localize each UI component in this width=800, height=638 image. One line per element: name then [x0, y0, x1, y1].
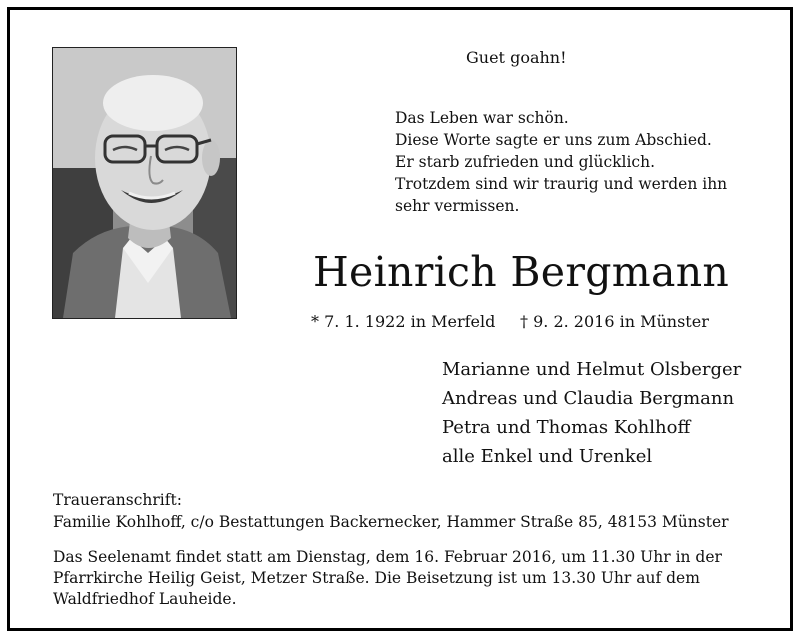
deceased-name: Heinrich Bergmann: [313, 248, 730, 296]
address-label: Traueranschrift:: [53, 491, 182, 509]
mourners-list: [442, 355, 741, 471]
mourner-line: alle Enkel und Urenkel: [442, 446, 653, 467]
poem: [395, 107, 727, 217]
motto: Guet goahn!: [466, 48, 567, 67]
notice-line: Pfarrkirche Heilig Geist, Metzer Straße. Die Beisetzung ist um 13.30 Uhr auf dem: [53, 569, 700, 587]
poem-line: Er starb zufrieden und glücklich.: [395, 153, 656, 171]
mourner-line: Petra und Thomas Kohlhoff: [442, 417, 691, 438]
notice-line: Das Seelenamt findet statt am Dienstag, dem 16. Februar 2016, um 11.30 Uhr in der: [53, 548, 722, 566]
portrait-photo: [52, 47, 237, 319]
service-notice: [53, 547, 753, 610]
birth-date: * 7. 1. 1922 in Merfeld: [311, 312, 496, 331]
mourning-address: Familie Kohlhoff, c/o Bestattungen Backernecker, Hammer Straße 85, 48153 Münster: [53, 513, 729, 531]
poem-line: sehr vermissen.: [395, 197, 520, 215]
mourner-line: Andreas und Claudia Bergmann: [442, 388, 735, 409]
notice-line: Waldfriedhof Lauheide.: [53, 590, 237, 608]
mourner-line: Marianne und Helmut Olsberger: [442, 359, 742, 380]
poem-line: Das Leben war schön.: [395, 109, 569, 127]
portrait-illustration: [53, 48, 236, 318]
poem-line: Diese Worte sagte er uns zum Abschied.: [395, 131, 712, 149]
poem-line: Trotzdem sind wir traurig und werden ihn: [395, 175, 728, 193]
death-date: † 9. 2. 2016 in Münster: [520, 312, 709, 331]
